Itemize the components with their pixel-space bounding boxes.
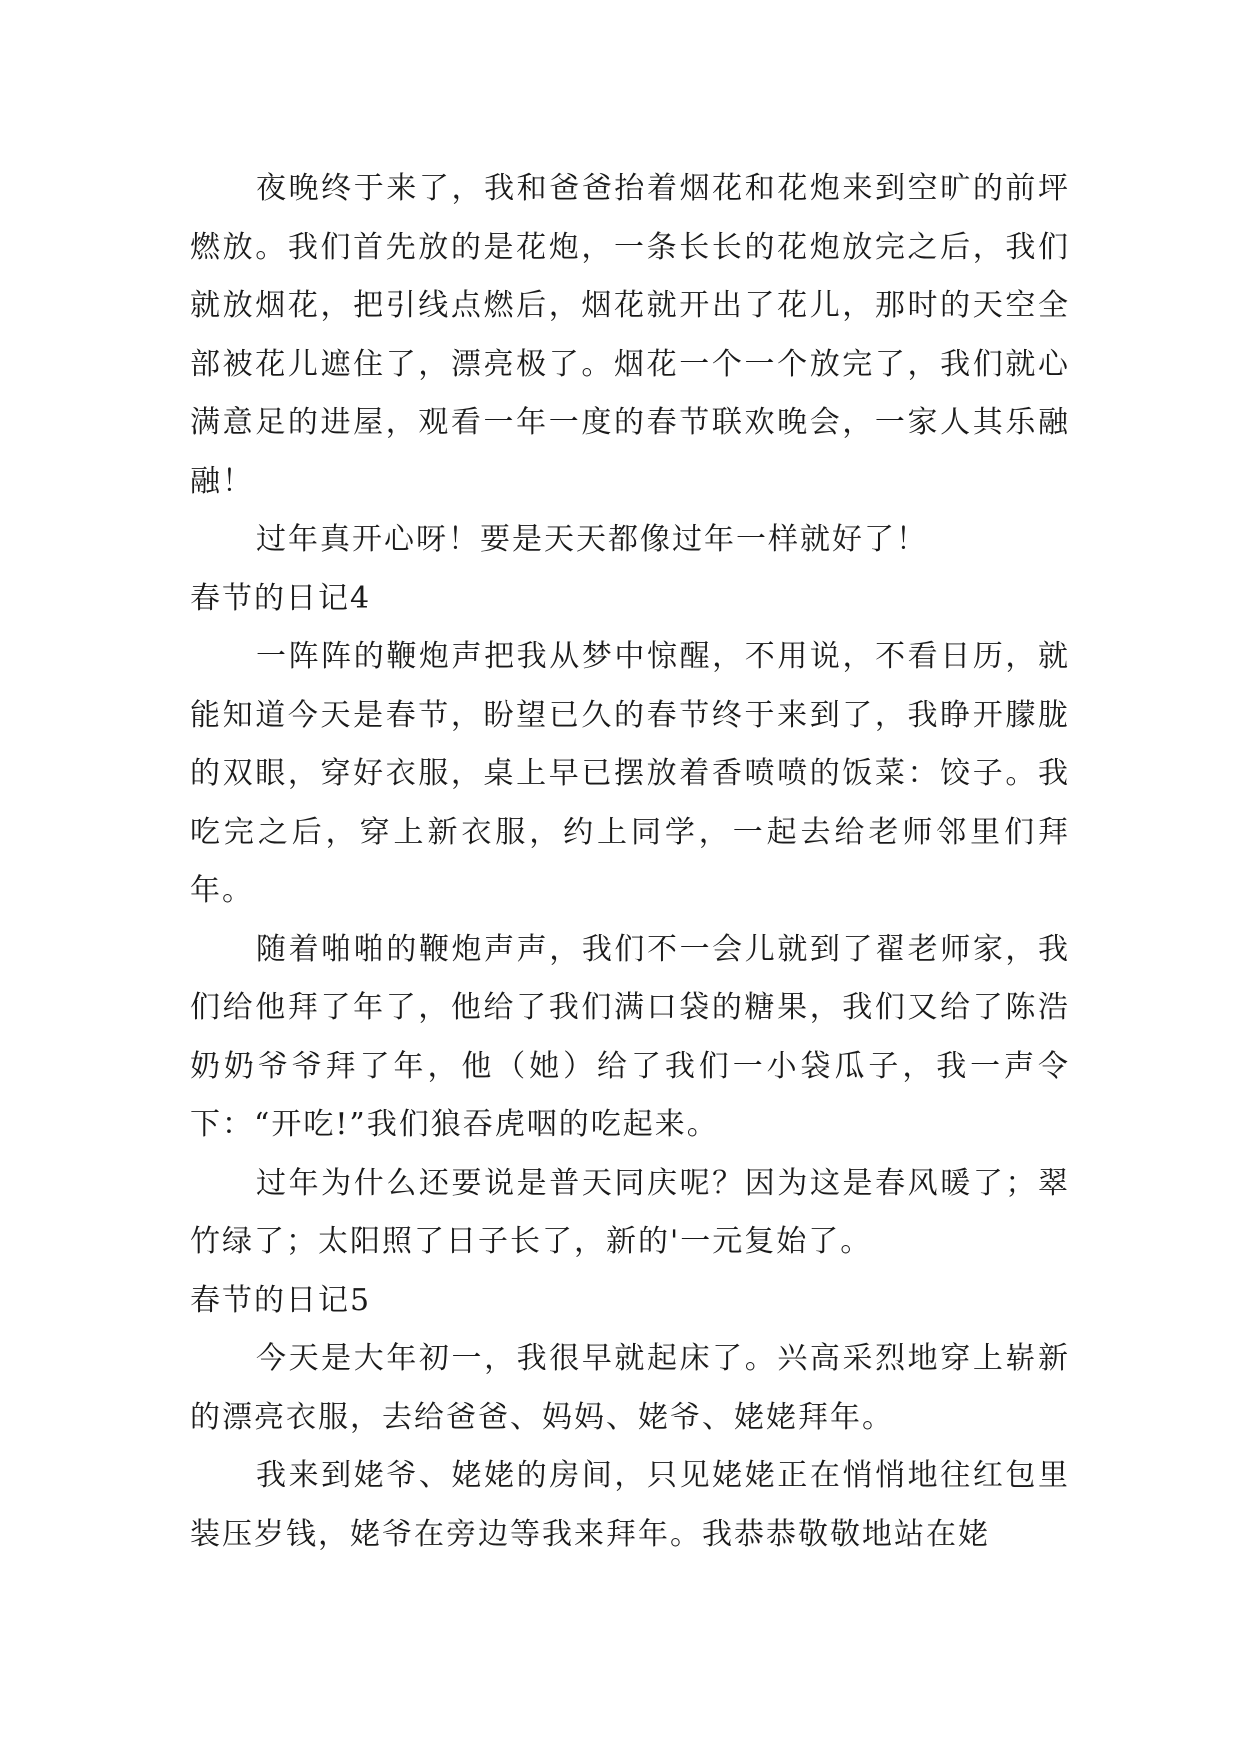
paragraph-grandparents-room: 我来到姥爷、姥姥的房间，只见姥姥正在悄悄地往红包里装压岁钱，姥爷在旁边等我来拜年。我恭恭敬敬地站在姥 (190, 1458, 1070, 1552)
paragraph-new-year-morning: 今天是大年初一，我很早就起床了。兴高采烈地穿上崭新的漂亮衣服，去给爸爸、妈妈、姥爷、姥姥拜年。 (190, 1341, 1070, 1435)
paragraph-celebration-reason: 过年为什么还要说是普天同庆呢？因为这是春风暖了；翠竹绿了；太阳照了日子长了，新的'一元复始了。 (190, 1165, 1070, 1259)
document-body (190, 160, 1070, 1564)
paragraph-firecrackers-morning: 一阵阵的鞭炮声把我从梦中惊醒，不用说，不看日历，就能知道今天是春节，盼望已久的春节终于来到了，我睁开朦胧的双眼，穿好衣服，桌上早已摆放着香喷喷的饭菜：饺子。我吃完之后，穿上新衣服，约上同学，一起去给老师邻里们拜年。 (190, 639, 1070, 908)
diary-heading-4: 春节的日记4 (190, 580, 372, 616)
diary-heading-5: 春节的日记5 (190, 1282, 372, 1318)
paragraph-visit-teacher: 随着啪啪的鞭炮声声，我们不一会儿就到了翟老师家，我们给他拜了年了，他给了我们满口袋的糖果，我们又给了陈浩奶奶爷爷拜了年，他（她）给了我们一小袋瓜子，我一声令下：“开吃!”我们狼吞虎咽的吃起来。 (190, 931, 1070, 1142)
paragraph-fireworks: 夜晚终于来了，我和爸爸抬着烟花和花炮来到空旷的前坪燃放。我们首先放的是花炮，一条长长的花炮放完之后，我们就放烟花，把引线点燃后，烟花就开出了花儿，那时的天空全部被花儿遮住了，漂亮极了。烟花一个一个放完了，我们就心满意足的进屋，观看一年一度的春节联欢晚会，一家人其乐融融！ (190, 171, 1070, 499)
paragraph-happy-new-year: 过年真开心呀！要是天天都像过年一样就好了！ (256, 522, 928, 557)
